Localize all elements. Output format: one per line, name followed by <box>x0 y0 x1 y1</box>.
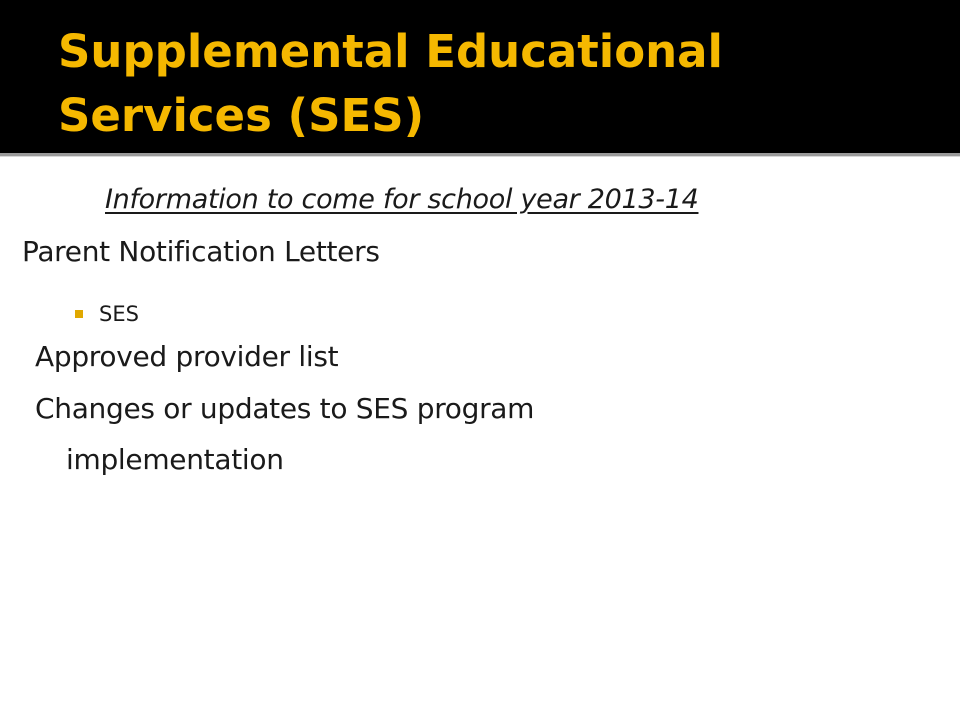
approved-provider-list: Approved provider list <box>35 340 339 373</box>
ses-bullet-label: SES <box>99 302 139 326</box>
slide-subtitle: Information to come for school year 2013-14 <box>105 184 699 215</box>
ses-bullet-item <box>75 298 139 330</box>
changes-updates-line2: implementation <box>66 443 284 476</box>
changes-updates-line1: Changes or updates to SES program <box>35 392 535 425</box>
slide-title: Supplemental Educational Services (SES) <box>58 25 723 142</box>
parent-notification-letters: Parent Notification Letters <box>22 235 380 268</box>
square-bullet-icon <box>75 310 83 318</box>
